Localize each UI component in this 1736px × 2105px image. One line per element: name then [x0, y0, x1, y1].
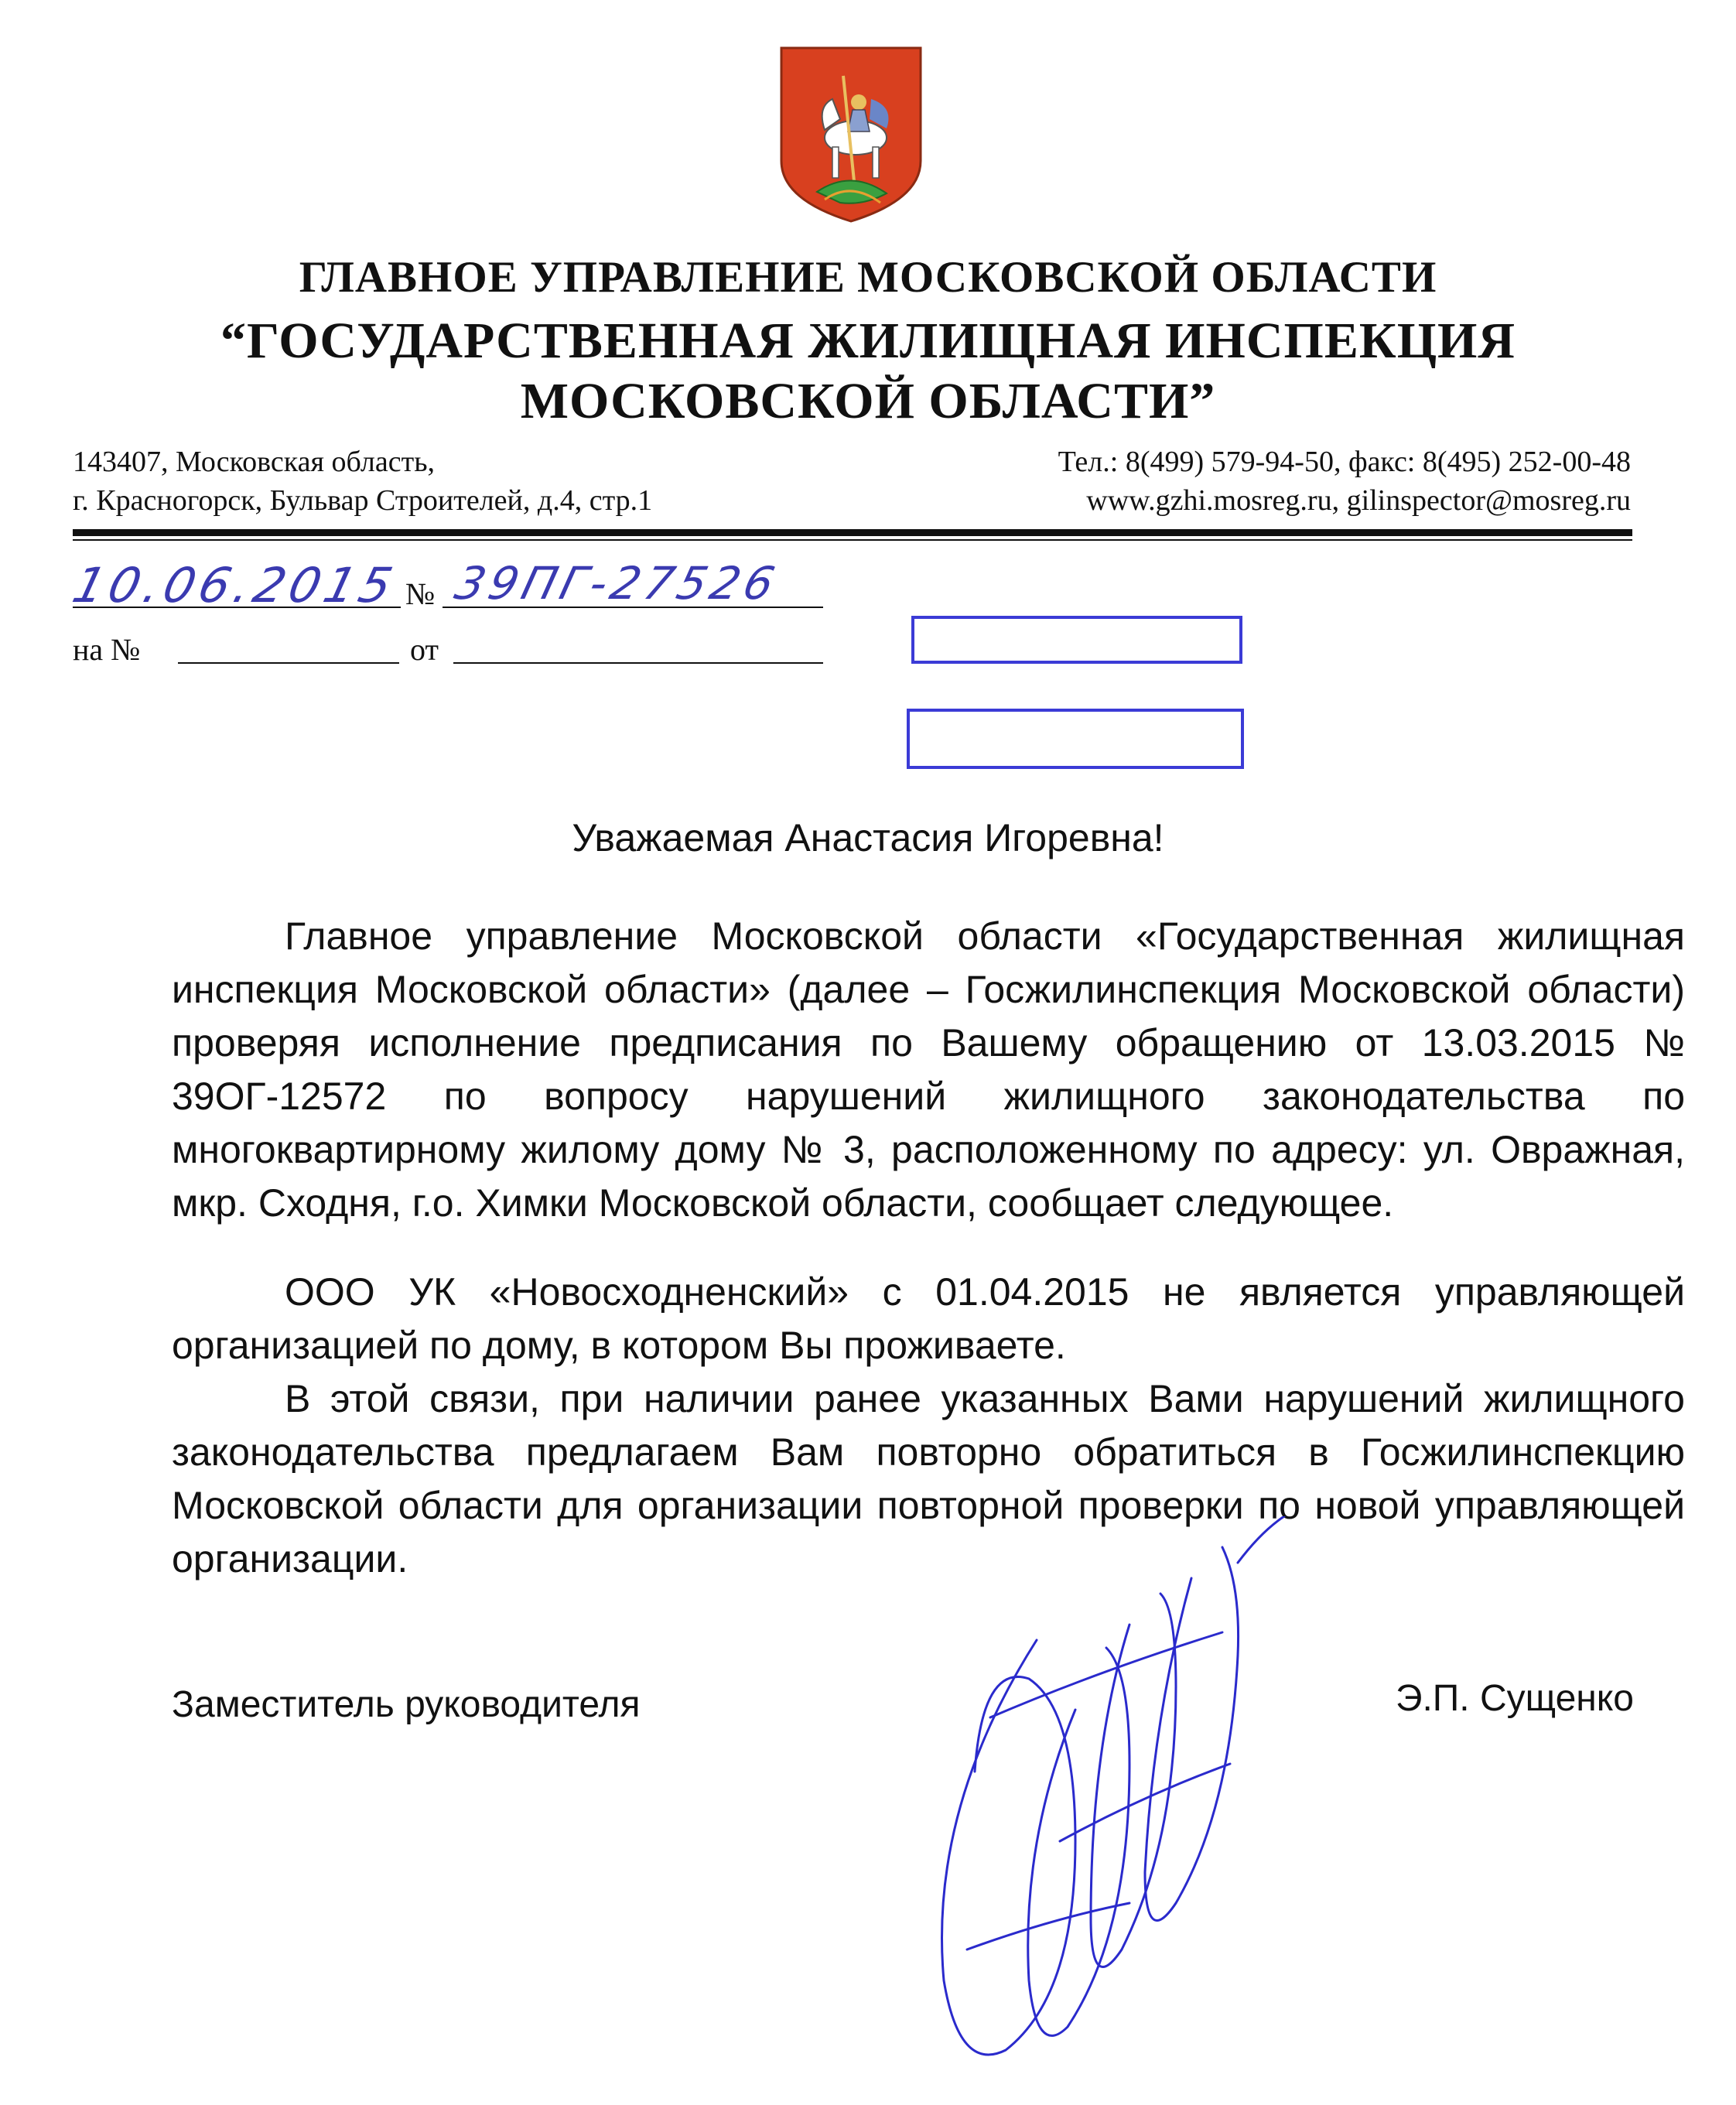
- paragraph-3: В этой связи, при наличии ранее указанных Вами нарушений жилищного законодательства предлагаем Вам повторно обратиться в Госжилинспекцию Московской области для организации повторной проверки по новой управляющей организации.: [172, 1377, 1685, 1580]
- number-label: №: [405, 576, 436, 611]
- header-rule-thin: [73, 539, 1632, 541]
- on-number-underline: [178, 662, 399, 664]
- handwritten-number: 39ПГ-27526: [449, 557, 784, 610]
- contact-phone-fax: Тел.: 8(499) 579-94-50, факс: 8(495) 252-00-48: [1058, 446, 1631, 478]
- handwritten-signature: [897, 1516, 1331, 2089]
- on-number-label: на №: [73, 632, 141, 667]
- from-label: от: [410, 632, 439, 667]
- paragraph-1: Главное управление Московской области «Государственная жилищная инспекция Московской области» (далее – Госжилинспекция Московской области) проверяя исполнение предписания по Вашему обращению от 13.03.2015 № 39ОГ-12572 по вопросу нарушений жилищного законодательства по многоквартирному жилому дому № 3, расположенному по адресу: ул. Овражная, мкр. Сходня, г.о. Химки Московской области, сообщает следующее.: [172, 914, 1685, 1225]
- address-line-1: 143407, Московская область,: [73, 446, 436, 478]
- paragraph-2: ООО УК «Новосходненский» с 01.04.2015 не является управляющей организацией по дому, в котором Вы проживаете.: [172, 1270, 1685, 1367]
- date-underline: [73, 607, 401, 608]
- title-line-2: “ГОСУДАРСТВЕННАЯ ЖИЛИЩНАЯ ИНСПЕКЦИЯ: [220, 313, 1516, 369]
- title-line-1: ГЛАВНОЕ УПРАВЛЕНИЕ МОСКОВСКОЙ ОБЛАСТИ: [299, 253, 1437, 302]
- redacted-recipient-box-1: [911, 616, 1242, 664]
- handwritten-date: 10.06.2015: [67, 557, 403, 613]
- redacted-recipient-box-2: [907, 709, 1244, 769]
- header-rule-thick: [73, 529, 1632, 536]
- title-line-3: МОСКОВСКОЙ ОБЛАСТИ”: [520, 373, 1216, 429]
- signer-name: Э.П. Сущенко: [1395, 1678, 1634, 1719]
- from-underline: [453, 662, 823, 664]
- contact-web-email: www.gzhi.mosreg.ru, gilinspector@mosreg.ru: [1086, 484, 1631, 517]
- signer-title: Заместитель руководителя: [172, 1684, 641, 1725]
- coat-of-arms-icon: [778, 45, 924, 224]
- salutation: Уважаемая Анастасия Игоревна!: [572, 816, 1164, 859]
- number-underline: [443, 607, 823, 608]
- address-line-2: г. Красногорск, Бульвар Строителей, д.4, стр.1: [73, 484, 653, 517]
